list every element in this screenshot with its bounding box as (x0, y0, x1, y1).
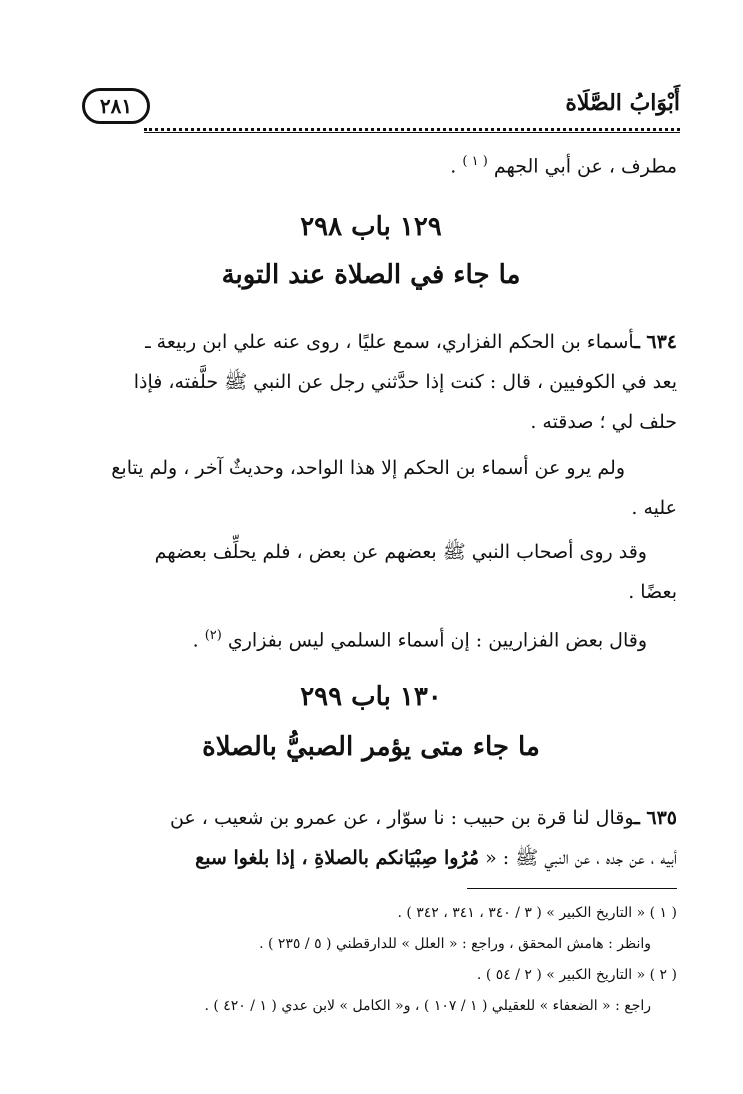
chapter-129-number: ١٢٩ باب ٢٩٨ (300, 212, 442, 242)
paragraph-4: وقال بعض الفزاريين : إن أسماء السلمي ليس بفزاري $^{(٢)}$ . (192, 628, 647, 652)
item-634 (67, 322, 677, 442)
paragraph-3 (67, 532, 677, 612)
paragraph-2 (67, 448, 677, 528)
paragraph-3-line-1: وقد روى أصحاب النبي ﷺ بعضهم عن بعض ، فلم يحلِّف بعضهم (154, 541, 647, 563)
item-635-number: ٦٣٥ ـ (634, 807, 677, 829)
item-634-line-1: ٦٣٤ ـأسماء بن الحكم الفزاري، سمع عليًا ، روى عنه علي ابن ربيعة ـ (145, 331, 677, 353)
footnote-1-b: وانظر : هامش المحقق ، وراجع : « العلل » للدارقطني ( ٥ / ٢٣٥ ) . (259, 936, 651, 952)
header-solid-rule (144, 132, 680, 133)
footnote-separator (467, 888, 677, 889)
footnote-ref-2: (٢) (204, 628, 222, 643)
item-634-number: ٦٣٤ ـ (634, 331, 677, 353)
item-635 (67, 798, 677, 878)
footnotes (67, 898, 677, 1022)
intro-line: مطرف ، عن أبي الجهم $^{( ١ )}$ . (450, 154, 677, 178)
chapter-129-title: ما جاء في الصلاة عند التوبة (221, 260, 521, 290)
running-title: أَبْوَابُ الصَّلَاة (565, 90, 680, 116)
chapter-130-number: ١٣٠ باب ٢٩٩ (300, 682, 442, 712)
chapter-130-title: ما جاء متى يؤمر الصبيُّ بالصلاة (202, 732, 540, 762)
page-header (80, 88, 680, 132)
item-635-line-2: أبيه ، عن جده ، عن النبي ﷺ : « مُرُوا صِبْيَانكم بالصلاةِ ، إذا بلغوا سبع (195, 847, 677, 869)
hadith-text: مُرُوا صِبْيَانكم بالصلاةِ ، إذا بلغوا سبع (195, 847, 480, 869)
paragraph-3-line-2: بعضًا . (628, 581, 677, 603)
paragraph-2-line-1: ولم يرو عن أسماء بن الحكم إلا هذا الواحد، وحديثٌ آخر ، ولم يتابع (111, 457, 625, 479)
footnote-ref-1: ( ١ ) (462, 154, 488, 169)
footnote-2-b: راجع : « الضعفاء » للعقيلي ( ١ / ١٠٧ ) ، و« الكامل » لابن عدي ( ١ / ٤٢٠ ) . (204, 998, 651, 1014)
paragraph-2-line-2: عليه . (631, 497, 677, 519)
page-number: ٢٨١ (82, 88, 150, 124)
item-634-line-2: يعد في الكوفيين ، قال : كنت إذا حدَّثني رجل عن النبي ﷺ حلَّفته، فإذا (133, 371, 677, 393)
item-634-line-3: حلف لي ؛ صدقته . (530, 411, 677, 433)
footnote-1-a: ( ١ ) « التاريخ الكبير » ( ٣ / ٣٤٠ ، ٣٤١ ، ٣٤٢ ) . (397, 905, 677, 921)
header-dotted-rule (144, 128, 680, 131)
item-635-line-1: ٦٣٥ ـوقال لنا قرة بن حبيب : نا سوّار ، عن عمرو بن شعيب ، عن (169, 807, 677, 829)
footnote-2-a: ( ٢ ) « التاريخ الكبير » ( ٢ / ٥٤ ) . (476, 967, 677, 983)
